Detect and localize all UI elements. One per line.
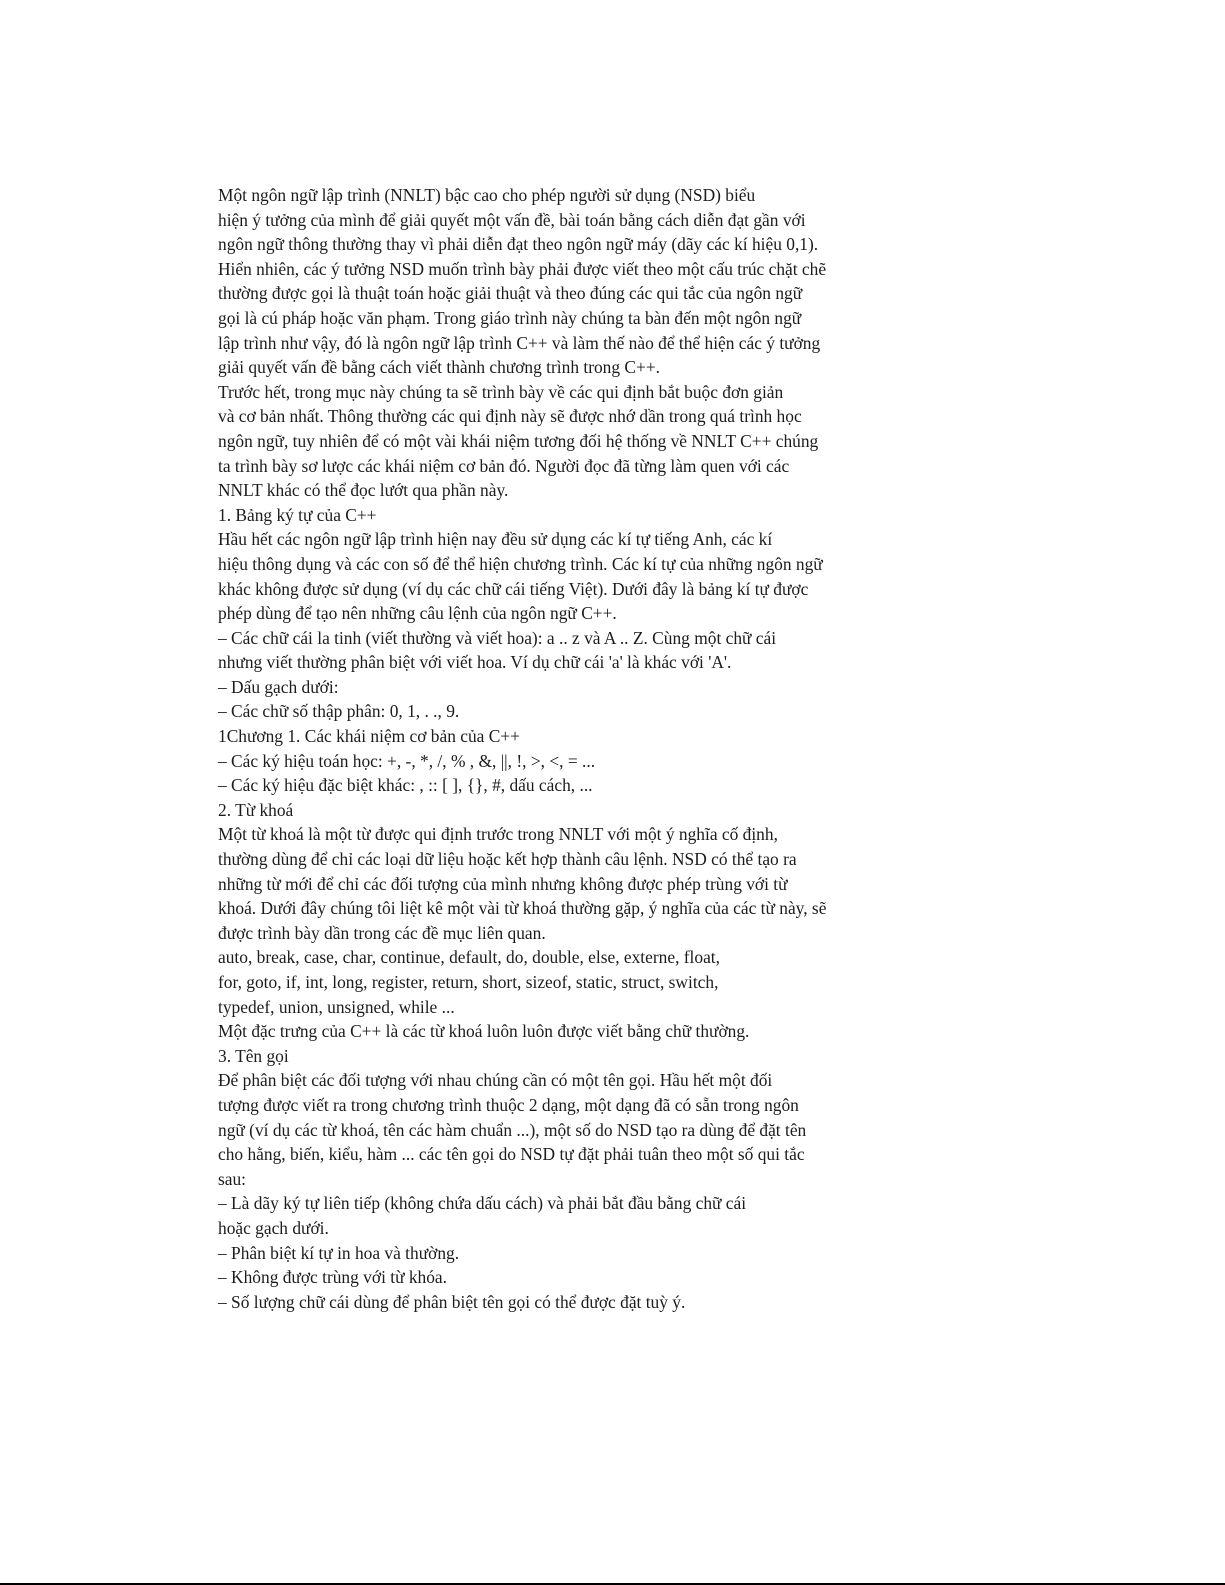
- document-body: [218, 183, 988, 1314]
- text-line: khác không được sử dụng (ví dụ các chữ cái tiếng Việt). Dưới đây là bảng kí tự được: [218, 578, 809, 599]
- text-line: Trước hết, trong mục này chúng ta sẽ trình bày về các qui định bắt buộc đơn giản: [218, 381, 784, 402]
- text-line: hoặc gạch dưới.: [218, 1217, 329, 1238]
- text-line: Hầu hết các ngôn ngữ lập trình hiện nay đều sử dụng các kí tự tiếng Anh, các kí: [218, 529, 773, 550]
- text-line: Một ngôn ngữ lập trình (NNLT) bậc cao cho phép người sử dụng (NSD) biểu: [218, 185, 756, 205]
- text-line: được trình bày dần trong các đề mục liên quan.: [218, 922, 546, 943]
- list-item: – Các chữ số thập phân: 0, 1, . ., 9.: [218, 701, 460, 722]
- text-line: NNLT khác có thể đọc lướt qua phần này.: [218, 480, 509, 501]
- text-line: hiệu thông dụng và các con số để thể hiện chương trình. Các kí tự của những ngôn ngữ: [218, 553, 823, 574]
- text-line: Hiển nhiên, các ý tưởng NSD muốn trình bày phải được viết theo một cấu trúc chặt chẽ: [218, 258, 827, 279]
- keyword-list-line: for, goto, if, int, long, register, return, short, sizeof, static, struct, switch,: [218, 972, 719, 992]
- list-item: – Các ký hiệu đặc biệt khác: , :: [ ], {}, #, dấu cách, ...: [218, 775, 593, 796]
- list-item: – Các chữ cái la tinh (viết thường và viết hoa): a .. z và A .. Z. Cùng một chữ cái: [218, 627, 777, 648]
- text-line: ngữ (ví dụ các từ khoá, tên các hàm chuẩn ...), một số do NSD tạo ra dùng để đặt tên: [218, 1119, 807, 1140]
- keyword-list-line: auto, break, case, char, continue, default, do, double, else, externe, float,: [218, 947, 720, 968]
- section-heading: 2. Từ khoá: [218, 799, 294, 820]
- text-line: thường được gọi là thuật toán hoặc giải thuật và theo đúng các qui tắc của ngôn ngữ: [218, 283, 803, 304]
- text-line: và cơ bản nhất. Thông thường các qui định này sẽ được nhớ dần trong quá trình học: [218, 406, 802, 427]
- text-line: Một từ khoá là một từ được qui định trước trong NNLT với một ý nghĩa cố định,: [218, 824, 778, 845]
- text-line: phép dùng để tạo nên những câu lệnh của ngôn ngữ C++.: [218, 603, 617, 624]
- list-item: – Số lượng chữ cái dùng để phân biệt tên gọi có thể được đặt tuỳ ý.: [218, 1291, 686, 1312]
- text-line: sau:: [218, 1168, 247, 1189]
- text-line: tượng được viết ra trong chương trình thuộc 2 dạng, một dạng đã có sẵn trong ngôn: [218, 1094, 799, 1115]
- text-line: Để phân biệt các đối tượng với nhau chúng cần có một tên gọi. Hầu hết một đối: [218, 1070, 773, 1091]
- chapter-header: 1Chương 1. Các khái niệm cơ bản của C++: [218, 726, 520, 747]
- list-item: – Các ký hiệu toán học: +, -, *, /, % , &, ||, !, >, <, = ...: [218, 750, 596, 771]
- text-line: ngôn ngữ thông thường thay vì phải diễn đạt theo ngôn ngữ máy (dãy các kí hiệu 0,1).: [218, 234, 819, 255]
- text-line: những từ mới để chỉ các đối tượng của mình nhưng không được phép trùng với từ: [218, 873, 788, 894]
- text-line: giải quyết vấn đề bằng cách viết thành chương trình trong C++.: [218, 357, 660, 378]
- text-line: ngôn ngữ, tuy nhiên để có một vài khái niệm tương đối hệ thống về NNLT C++ chúng: [218, 430, 819, 451]
- text-line: hiện ý tưởng của mình để giải quyết một vấn đề, bài toán bằng cách diễn đạt gần với: [218, 209, 806, 230]
- text-line: nhưng viết thường phân biệt với viết hoa. Ví dụ chữ cái 'a' là khác với 'A'.: [218, 652, 732, 673]
- keyword-list-line: typedef, union, unsigned, while ...: [218, 996, 455, 1017]
- list-item: – Là dãy ký tự liên tiếp (không chứa dấu cách) và phải bắt đầu bằng chữ cái: [218, 1193, 747, 1214]
- text-line: Một đặc trưng của C++ là các từ khoá luôn luôn được viết bằng chữ thường.: [218, 1021, 750, 1042]
- text-line: lập trình như vậy, đó là ngôn ngữ lập trình C++ và làm thế nào để thể hiện các ý tưởng: [218, 332, 821, 353]
- section-heading: 1. Bảng ký tự của C++: [218, 504, 377, 525]
- text-line: cho hằng, biến, kiểu, hàm ... các tên gọi do NSD tự đặt phải tuân theo một số qui tắc: [218, 1144, 805, 1165]
- text-line: gọi là cú pháp hoặc văn phạm. Trong giáo trình này chúng ta bàn đến một ngôn ngữ: [218, 307, 802, 328]
- text-line: khoá. Dưới đây chúng tôi liệt kê một vài từ khoá thường gặp, ý nghĩa của các từ này, sẽ: [218, 898, 827, 919]
- section-heading: 3. Tên gọi: [218, 1045, 289, 1066]
- text-line: ta trình bày sơ lược các khái niệm cơ bản đó. Người đọc đã từng làm quen với các: [218, 455, 790, 476]
- text-line: thường dùng để chỉ các loại dữ liệu hoặc kết hợp thành câu lệnh. NSD có thể tạo ra: [218, 849, 797, 870]
- list-item: – Không được trùng với từ khóa.: [218, 1267, 447, 1288]
- list-item: – Dấu gạch dưới:: [218, 676, 339, 697]
- list-item: – Phân biệt kí tự in hoa và thường.: [218, 1242, 460, 1263]
